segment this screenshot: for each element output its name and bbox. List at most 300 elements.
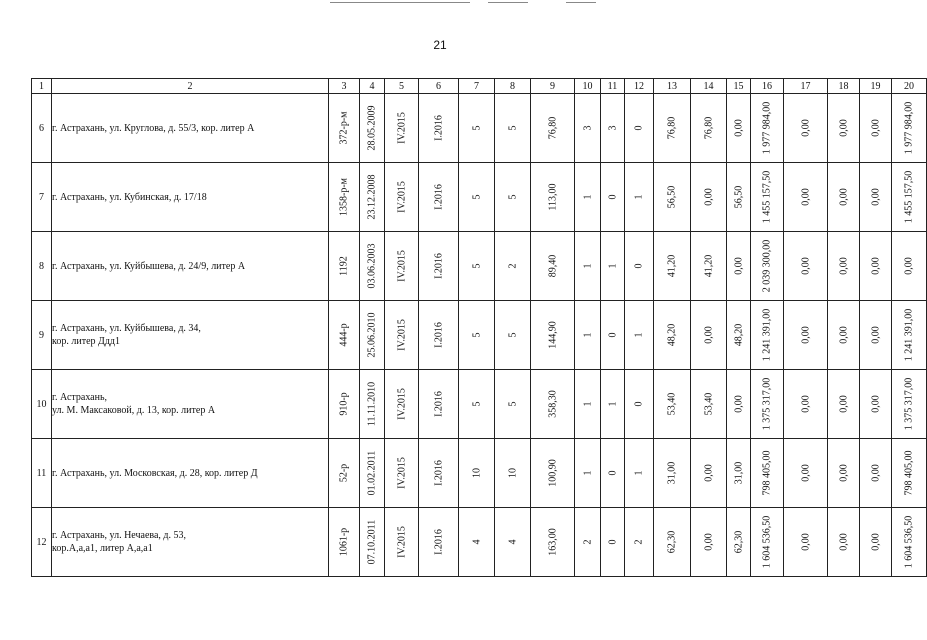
- column-number-cell: 10: [575, 79, 601, 94]
- rotated-value: 5: [507, 401, 518, 407]
- rotated-value: IV.2015: [396, 250, 407, 282]
- value-cell-c11: [601, 94, 625, 163]
- rotated-value: IV.2015: [396, 457, 407, 489]
- rotated-value: 03.06.2003: [366, 243, 378, 289]
- value-cell-c6: [419, 163, 459, 232]
- rotated-value: 0,00: [800, 188, 811, 206]
- rotated-value: 5: [471, 125, 482, 131]
- rotated-value: 1: [607, 263, 618, 269]
- rotated-value: 28.05.2009: [366, 105, 378, 151]
- rotated-value: 0,00: [800, 257, 811, 275]
- value-cell-c14: [691, 301, 727, 370]
- value-cell-c19: [860, 508, 892, 577]
- rotated-value: 10: [471, 468, 482, 478]
- rotated-value: 1: [582, 470, 593, 476]
- address-line: г. Астрахань, ул. Куйбышева, д. 34,: [52, 323, 201, 334]
- value-cell-c4: [360, 94, 385, 163]
- value-cell-c10: [575, 232, 601, 301]
- rotated-value: 0,00: [800, 464, 811, 482]
- value-cell-c4: [360, 439, 385, 508]
- rotated-value: 0: [633, 125, 645, 131]
- address-line: г. Астрахань,: [52, 392, 108, 403]
- address-line: кор. литер Ддд1: [52, 336, 120, 347]
- rotated-value: 0,00: [800, 326, 811, 344]
- value-cell-c12: [625, 508, 654, 577]
- rotated-value: 1 977 984,00: [903, 101, 915, 155]
- rotated-value: 0,00: [870, 257, 881, 275]
- row-number-cell: 6: [32, 94, 52, 163]
- rotated-value: 0,00: [838, 188, 849, 206]
- rotated-value: 76,80: [703, 116, 714, 140]
- rotated-value: IV.2015: [396, 526, 407, 558]
- rotated-value: IV.2015: [396, 388, 407, 420]
- value-cell-c7: [459, 94, 495, 163]
- rotated-value: 48,20: [733, 323, 744, 347]
- rotated-value: 0: [607, 470, 618, 476]
- rotated-value: 1: [633, 332, 645, 338]
- rotated-value: 0: [607, 539, 618, 545]
- value-cell-c19: [860, 301, 892, 370]
- row-number-cell: 12: [32, 508, 52, 577]
- rotated-value: 4: [507, 539, 518, 545]
- value-cell-c16: [751, 232, 784, 301]
- value-cell-c12: [625, 232, 654, 301]
- rotated-value: 0,00: [838, 326, 849, 344]
- rotated-value: 89,40: [547, 254, 558, 278]
- rotated-value: 372-р-м: [338, 111, 350, 145]
- rotated-value: 910-р: [338, 392, 350, 416]
- value-cell-c3: [329, 508, 360, 577]
- column-number-cell: 13: [654, 79, 691, 94]
- value-cell-c4: [360, 163, 385, 232]
- header-row: [32, 79, 927, 94]
- value-cell-c3: [329, 439, 360, 508]
- value-cell-c5: [385, 508, 419, 577]
- rotated-value: I.2016: [433, 460, 444, 486]
- value-cell-c12: [625, 163, 654, 232]
- rotated-value: 0,00: [838, 119, 849, 137]
- rotated-value: 1 375 317,00: [761, 377, 773, 431]
- rotated-value: 5: [471, 332, 482, 338]
- address-cell: [52, 163, 329, 232]
- rotated-value: 53,40: [703, 392, 714, 416]
- rotated-value: 1 241 391,00: [761, 308, 773, 362]
- address-line: г. Астрахань, ул. Нечаева, д. 53,: [52, 530, 187, 541]
- value-cell-c20: [892, 439, 927, 508]
- column-number-cell: 19: [860, 79, 892, 94]
- column-number-cell: 20: [892, 79, 927, 94]
- value-cell-c18: [828, 163, 860, 232]
- value-cell-c9: [531, 508, 575, 577]
- rotated-value: 0,00: [870, 533, 881, 551]
- value-cell-c19: [860, 163, 892, 232]
- value-cell-c17: [784, 232, 828, 301]
- value-cell-c14: [691, 370, 727, 439]
- rotated-value: 76,80: [547, 116, 558, 140]
- rotated-value: 113,00: [547, 183, 558, 211]
- address-cell: [52, 439, 329, 508]
- value-cell-c17: [784, 370, 828, 439]
- value-cell-c19: [860, 232, 892, 301]
- value-cell-c6: [419, 94, 459, 163]
- rotated-value: 07.10.2011: [366, 519, 378, 565]
- address-cell: [52, 301, 329, 370]
- value-cell-c19: [860, 370, 892, 439]
- rotated-value: 0,00: [838, 257, 849, 275]
- row-number-cell: 7: [32, 163, 52, 232]
- value-cell-c20: [892, 232, 927, 301]
- rotated-value: 798 405,00: [903, 450, 915, 496]
- column-number-cell: 17: [784, 79, 828, 94]
- address-line: г. Астрахань, ул. Московская, д. 28, кор. литер Д: [52, 467, 258, 479]
- rotated-value: 0,00: [703, 533, 714, 551]
- value-cell-c20: [892, 301, 927, 370]
- rotated-value: 2: [582, 539, 593, 545]
- rotated-value: 0,00: [703, 464, 714, 482]
- value-cell-c17: [784, 439, 828, 508]
- value-cell-c15: [727, 301, 751, 370]
- rotated-value: 25.06.2010: [366, 312, 378, 358]
- column-number-cell: 5: [385, 79, 419, 94]
- rotated-value: 5: [507, 194, 518, 200]
- value-cell-c15: [727, 232, 751, 301]
- rotated-value: 1061-р: [338, 527, 350, 557]
- rotated-value: 62,30: [666, 530, 678, 554]
- value-cell-c17: [784, 301, 828, 370]
- table-row: [32, 508, 927, 577]
- rotated-value: 0,00: [870, 395, 881, 413]
- address-line: г. Астрахань, ул. Кубинская, д. 17/18: [52, 191, 207, 203]
- value-cell-c14: [691, 163, 727, 232]
- address-line: ул. М. Максаковой, д. 13, кор. литер А: [52, 405, 216, 416]
- rotated-value: I.2016: [433, 529, 444, 555]
- value-cell-c7: [459, 508, 495, 577]
- rotated-value: 2: [507, 263, 518, 269]
- rotated-value: 0,00: [838, 395, 849, 413]
- value-cell-c10: [575, 370, 601, 439]
- row-number-cell: 9: [32, 301, 52, 370]
- value-cell-c10: [575, 94, 601, 163]
- value-cell-c11: [601, 301, 625, 370]
- value-cell-c12: [625, 439, 654, 508]
- value-cell-c8: [495, 94, 531, 163]
- rotated-value: 1358-р-м: [338, 178, 350, 216]
- table-row: [32, 439, 927, 508]
- value-cell-c8: [495, 370, 531, 439]
- value-cell-c14: [691, 508, 727, 577]
- value-cell-c13: [654, 370, 691, 439]
- address-cell: [52, 232, 329, 301]
- rotated-value: 76,80: [666, 116, 678, 140]
- value-cell-c13: [654, 508, 691, 577]
- value-cell-c16: [751, 439, 784, 508]
- rotated-value: 0,00: [800, 533, 811, 551]
- address-cell: [52, 370, 329, 439]
- value-cell-c6: [419, 370, 459, 439]
- address-cell: [52, 508, 329, 577]
- rotated-value: 56,50: [733, 185, 744, 209]
- rotated-value: I.2016: [433, 322, 444, 348]
- value-cell-c20: [892, 508, 927, 577]
- rotated-value: 0,00: [870, 188, 881, 206]
- value-cell-c8: [495, 301, 531, 370]
- value-cell-c18: [828, 370, 860, 439]
- value-cell-c9: [531, 439, 575, 508]
- rotated-value: 0,00: [838, 464, 849, 482]
- top-rule-2: [488, 2, 528, 3]
- rotated-value: 0,00: [870, 326, 881, 344]
- rotated-value: 0: [633, 401, 645, 407]
- top-rule-1: [330, 2, 470, 3]
- rotated-value: 1: [582, 401, 593, 407]
- row-number-cell: 11: [32, 439, 52, 508]
- value-cell-c7: [459, 232, 495, 301]
- value-cell-c4: [360, 370, 385, 439]
- rotated-value: 4: [471, 539, 482, 545]
- column-number-cell: 1: [32, 79, 52, 94]
- value-cell-c9: [531, 163, 575, 232]
- rotated-value: 0: [607, 194, 618, 200]
- column-number-cell: 12: [625, 79, 654, 94]
- rotated-value: 1 977 984,00: [761, 101, 773, 155]
- value-cell-c11: [601, 439, 625, 508]
- value-cell-c13: [654, 232, 691, 301]
- value-cell-c10: [575, 163, 601, 232]
- rotated-value: 41,20: [703, 254, 714, 278]
- value-cell-c16: [751, 508, 784, 577]
- value-cell-c16: [751, 163, 784, 232]
- rotated-value: 1 375 317,00: [903, 377, 915, 431]
- value-cell-c15: [727, 370, 751, 439]
- table-row: [32, 301, 927, 370]
- rotated-value: 444-р: [338, 323, 350, 347]
- value-cell-c8: [495, 232, 531, 301]
- rotated-value: 3: [607, 125, 618, 131]
- column-number-cell: 15: [727, 79, 751, 94]
- value-cell-c18: [828, 232, 860, 301]
- value-cell-c17: [784, 163, 828, 232]
- value-cell-c15: [727, 94, 751, 163]
- rotated-value: 53,40: [666, 392, 678, 416]
- value-cell-c6: [419, 508, 459, 577]
- value-cell-c3: [329, 94, 360, 163]
- rotated-value: 01.02.2011: [366, 450, 378, 496]
- value-cell-c10: [575, 439, 601, 508]
- value-cell-c5: [385, 301, 419, 370]
- rotated-value: 0,00: [800, 119, 811, 137]
- rotated-value: 0,00: [838, 533, 849, 551]
- value-cell-c13: [654, 301, 691, 370]
- address-line: г. Астрахань, ул. Куйбышева, д. 24/9, литер А: [52, 260, 246, 272]
- value-cell-c16: [751, 370, 784, 439]
- rotated-value: 10: [507, 468, 518, 478]
- rotated-value: 163,00: [547, 528, 558, 556]
- value-cell-c15: [727, 163, 751, 232]
- data-table: [31, 78, 927, 577]
- rotated-value: 0,00: [870, 464, 881, 482]
- value-cell-c10: [575, 508, 601, 577]
- rotated-value: 5: [471, 194, 482, 200]
- value-cell-c16: [751, 94, 784, 163]
- value-cell-c5: [385, 439, 419, 508]
- rotated-value: 31,00: [666, 461, 678, 485]
- column-number-cell: 7: [459, 79, 495, 94]
- value-cell-c19: [860, 94, 892, 163]
- value-cell-c12: [625, 301, 654, 370]
- rotated-value: 5: [471, 401, 482, 407]
- value-cell-c18: [828, 301, 860, 370]
- rotated-value: 1: [633, 470, 645, 476]
- rotated-value: 11.11.2010: [366, 381, 378, 427]
- value-cell-c18: [828, 94, 860, 163]
- rotated-value: 0,00: [703, 188, 714, 206]
- rotated-value: 5: [507, 125, 518, 131]
- address-line: кор.А,а,а1, литер А,а,а1: [52, 543, 153, 554]
- rotated-value: 48,20: [666, 323, 678, 347]
- value-cell-c20: [892, 94, 927, 163]
- rotated-value: I.2016: [433, 391, 444, 417]
- value-cell-c10: [575, 301, 601, 370]
- rotated-value: 0: [633, 263, 645, 269]
- column-number-cell: 2: [52, 79, 329, 94]
- rotated-value: 2 039 300,00: [761, 239, 773, 293]
- rotated-value: 1: [582, 263, 593, 269]
- column-number-cell: 14: [691, 79, 727, 94]
- value-cell-c4: [360, 301, 385, 370]
- rotated-value: 1 604 536,50: [761, 515, 773, 569]
- rotated-value: 1 241 391,00: [903, 308, 915, 362]
- rotated-value: 0,00: [800, 395, 811, 413]
- value-cell-c20: [892, 370, 927, 439]
- value-cell-c14: [691, 232, 727, 301]
- value-cell-c7: [459, 163, 495, 232]
- column-number-cell: 8: [495, 79, 531, 94]
- rotated-value: 1 604 536,50: [903, 515, 915, 569]
- value-cell-c5: [385, 163, 419, 232]
- value-cell-c13: [654, 163, 691, 232]
- rotated-value: 1: [607, 401, 618, 407]
- value-cell-c16: [751, 301, 784, 370]
- value-cell-c8: [495, 439, 531, 508]
- rotated-value: 1192: [338, 256, 350, 276]
- rotated-value: 100,90: [547, 459, 558, 487]
- address-cell: [52, 94, 329, 163]
- rotated-value: 358,30: [547, 390, 558, 418]
- table-row: [32, 232, 927, 301]
- value-cell-c3: [329, 301, 360, 370]
- rotated-value: 52-р: [338, 463, 350, 483]
- value-cell-c20: [892, 163, 927, 232]
- rotated-value: 3: [582, 125, 593, 131]
- rotated-value: 5: [471, 263, 482, 269]
- rotated-value: 144,90: [547, 321, 558, 349]
- row-number-cell: 8: [32, 232, 52, 301]
- value-cell-c14: [691, 94, 727, 163]
- table-row: [32, 94, 927, 163]
- value-cell-c15: [727, 508, 751, 577]
- page-number: 21: [433, 38, 447, 52]
- value-cell-c18: [828, 508, 860, 577]
- column-number-cell: 11: [601, 79, 625, 94]
- value-cell-c12: [625, 370, 654, 439]
- value-cell-c5: [385, 94, 419, 163]
- value-cell-c11: [601, 508, 625, 577]
- rotated-value: 5: [507, 332, 518, 338]
- address-line: г. Астрахань, ул. Круглова, д. 55/3, кор. литер А: [52, 122, 255, 134]
- value-cell-c7: [459, 370, 495, 439]
- rotated-value: 41,20: [666, 254, 678, 278]
- rotated-value: 0: [607, 332, 618, 338]
- top-rule-3: [566, 2, 596, 3]
- value-cell-c11: [601, 370, 625, 439]
- value-cell-c17: [784, 94, 828, 163]
- value-cell-c9: [531, 94, 575, 163]
- value-cell-c18: [828, 439, 860, 508]
- rotated-value: IV.2015: [396, 319, 407, 351]
- value-cell-c3: [329, 232, 360, 301]
- column-number-cell: 16: [751, 79, 784, 94]
- rotated-value: 23.12.2008: [366, 174, 378, 220]
- rotated-value: 0,00: [733, 257, 744, 275]
- rotated-value: 1: [633, 194, 645, 200]
- value-cell-c7: [459, 301, 495, 370]
- value-cell-c4: [360, 508, 385, 577]
- value-cell-c9: [531, 370, 575, 439]
- rotated-value: 0,00: [733, 395, 744, 413]
- rotated-value: IV.2015: [396, 181, 407, 213]
- table-body: [32, 79, 927, 577]
- value-cell-c19: [860, 439, 892, 508]
- value-cell-c9: [531, 232, 575, 301]
- value-cell-c6: [419, 232, 459, 301]
- value-cell-c14: [691, 439, 727, 508]
- rotated-value: 31,00: [733, 461, 744, 485]
- value-cell-c17: [784, 508, 828, 577]
- rotated-value: 798 405,00: [761, 450, 773, 496]
- value-cell-c6: [419, 301, 459, 370]
- table-row: [32, 370, 927, 439]
- value-cell-c8: [495, 163, 531, 232]
- row-number-cell: 10: [32, 370, 52, 439]
- column-number-cell: 18: [828, 79, 860, 94]
- table-row: [32, 163, 927, 232]
- rotated-value: 0,00: [733, 119, 744, 137]
- rotated-value: I.2016: [433, 253, 444, 279]
- rotated-value: 0,00: [703, 326, 714, 344]
- value-cell-c7: [459, 439, 495, 508]
- rotated-value: 1: [582, 194, 593, 200]
- value-cell-c13: [654, 439, 691, 508]
- rotated-value: 1: [582, 332, 593, 338]
- value-cell-c4: [360, 232, 385, 301]
- rotated-value: 1 455 157,50: [761, 170, 773, 224]
- column-number-cell: 6: [419, 79, 459, 94]
- value-cell-c9: [531, 301, 575, 370]
- value-cell-c11: [601, 163, 625, 232]
- value-cell-c3: [329, 370, 360, 439]
- value-cell-c11: [601, 232, 625, 301]
- rotated-value: 56,50: [666, 185, 678, 209]
- value-cell-c13: [654, 94, 691, 163]
- value-cell-c3: [329, 163, 360, 232]
- value-cell-c5: [385, 370, 419, 439]
- rotated-value: IV.2015: [396, 112, 407, 144]
- rotated-value: 2: [633, 539, 645, 545]
- value-cell-c12: [625, 94, 654, 163]
- value-cell-c15: [727, 439, 751, 508]
- value-cell-c8: [495, 508, 531, 577]
- column-number-cell: 9: [531, 79, 575, 94]
